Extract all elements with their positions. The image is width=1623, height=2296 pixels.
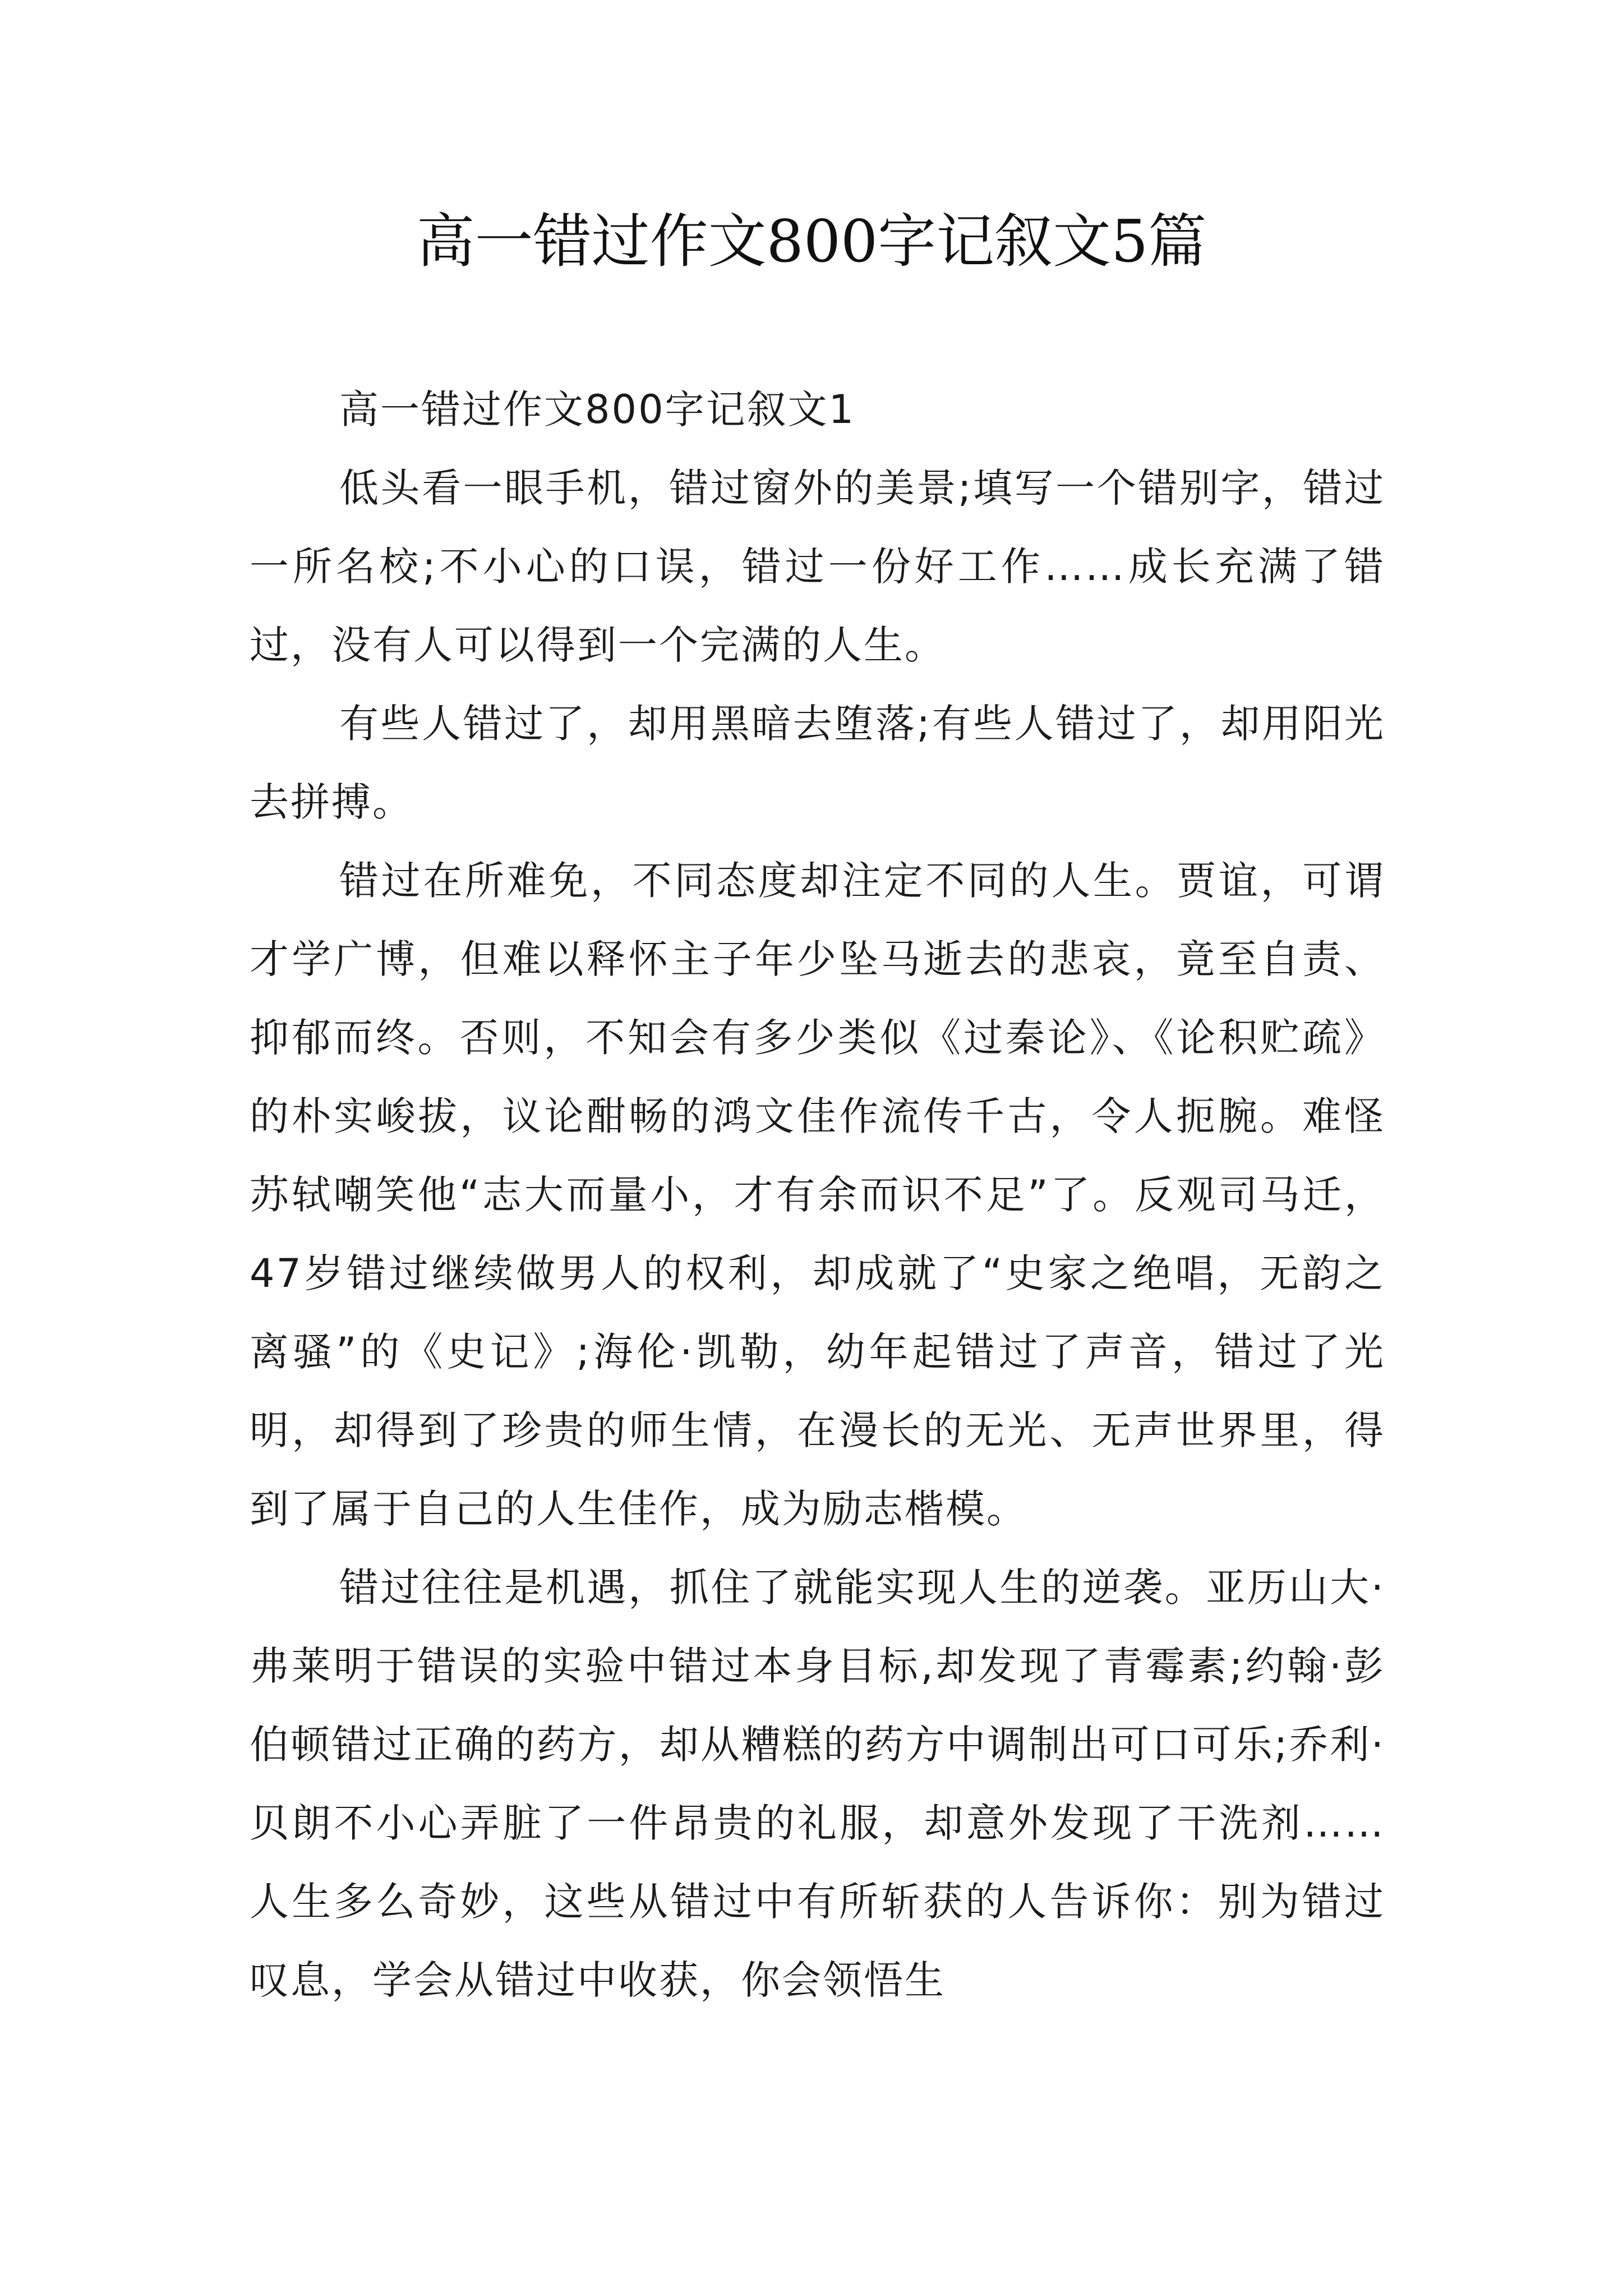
paragraph-2: 有些人错过了，却用黑暗去堕落;有些人错过了，却用阳光去拼搏。 xyxy=(250,701,1385,825)
document-body xyxy=(250,370,1385,2019)
paragraph-3: 错过在所难免，不同态度却注定不同的人生。贾谊，可谓才学广博，但难以释怀主子年少坠马逝去的悲哀，竟至自责、抑郁而终。否则，不知会有多少类似《过秦论》、《论积贮疏》的朴实峻拔，议论酣畅的鸿文佳作流传千古，令人扼腕。难怪苏轼嘲笑他“志大而量小，才有余而识不足”了。反观司马迁，47岁错过继续做男人的权利，却成就了“史家之绝唱，无韵之离骚”的《史记》;海伦·凯勒，幼年起错过了声音，错过了光明，却得到了珍贵的师生情，在漫长的无光、无声世界里，得到了属于自己的人生佳作，成为励志楷模。 xyxy=(250,858,1385,1532)
document-title: 高一错过作文800字记叙文5篇 xyxy=(416,207,1207,275)
paragraph-1: 低头看一眼手机，错过窗外的美景;填写一个错别字，错过一所名校;不小心的口误，错过一份好工作……成长充满了错过，没有人可以得到一个完满的人生。 xyxy=(250,465,1385,668)
paragraph-4: 错过往往是机遇，抓住了就能实现人生的逆袭。亚历山大·弗莱明于错误的实验中错过本身目标,却发现了青霉素;约翰·彭伯顿错过正确的药方，却从糟糕的药方中调制出可口可乐;乔利·贝朗不小心弄脏了一件昂贵的礼服，却意外发现了干洗剂……人生多么奇妙，这些从错过中有所斩获的人告诉你：别为错过叹息，学会从错过中收获，你会领悟生 xyxy=(250,1565,1385,2003)
section-heading: 高一错过作文800字记叙文1 xyxy=(339,386,856,432)
